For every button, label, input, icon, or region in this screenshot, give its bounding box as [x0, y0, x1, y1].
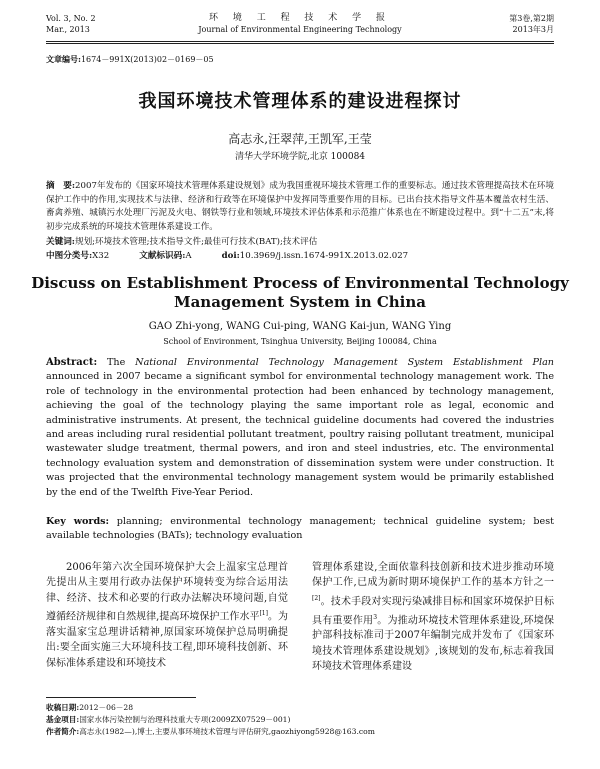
header-rule-bottom [46, 43, 554, 44]
abstract-en [46, 356, 554, 500]
keywords-cn [46, 236, 554, 250]
doi-label: doi: [221, 251, 240, 261]
fund-label: 基金项目: [46, 715, 80, 724]
authors-cn: 高志永,汪翠萍,王凯军,王莹 [228, 132, 372, 146]
article-number [46, 54, 214, 65]
footnote-rule [46, 697, 196, 698]
abstract-en-plan-title: National Environmental Technology Management System Establishment Plan [135, 357, 554, 368]
volume-line: Vol. 3, No. 2 [46, 14, 96, 23]
author-bio-value: 高志永(1982—),博士,主要从事环境技术管理与评估研究,gaozhiyong5928@163.com [79, 727, 375, 736]
doi-value: 10.3969/j.issn.1674-991X.2013.02.027 [239, 251, 409, 261]
keywords-en-label: Key words: [46, 516, 110, 527]
citation-2: [2] [312, 594, 321, 602]
body-right-text: 管理体系建设,全面依靠科技创新和技术进步推动环境保护工作,已成为新时期环境保护工作的基本方针之一 [312, 562, 554, 589]
doc-code [139, 250, 191, 264]
header-right [509, 13, 554, 35]
running-header [46, 13, 554, 39]
article-number-value: 1674－991X(2013)02－0169－05 [80, 55, 214, 64]
footnotes [46, 702, 554, 738]
header-center [46, 13, 554, 35]
body-right-text-3: 。为推动环境技术管理体系建设,环境保护部科技标准司于2007年编制完成并发布了《国家环境技术管理体系建设规划》,该规划的发布,标志着我国环境技术管理体系建设 [312, 614, 554, 673]
abstract-en-text: announced in 2007 became a significant symbol for environmental technology management work. The role of technology in the environmental protection had been enhanced by technology management, achieving the goal of the technology playing the same important role as legal, economic and administrative instruments. At present, the technical guideline documents had covered the industries and areas including rural residential pollutant treatment, poultry raising pollutant treatment, municipal wastewater sludge treatment, thermal powers, and iron and steel industries, etc. The environmental technology evaluation system and demonstration of dissemination system were under construction. It was projected that the environmental technology management system would be primarily established by the end of the Twelfth Five-Year Period. [46, 371, 554, 498]
body-left-text-2: 。为落实温家宝总理讲话精神,原国家环境保护总局明确提出:要全面实施三大环境科技工程,即环境科技创新、环保标准体系建设和环境技术 [46, 611, 288, 669]
received-value: 2012－06－28 [79, 703, 134, 712]
abstract-cn [46, 180, 554, 234]
date-line: Mar., 2013 [46, 25, 90, 34]
header-rule-top [46, 41, 554, 42]
date-cn: 2013年3月 [512, 25, 554, 34]
body-column-right [312, 560, 554, 675]
received-label: 收稿日期: [46, 703, 80, 712]
abstract-en-label: Abstract: [46, 357, 98, 368]
body-column-left [46, 560, 288, 671]
body-left-text: 2006年第六次全国环境保护大会上温家宝总理首先提出从主要用行政办法保护环境转变为综合运用法律、经济、技术和必要的行政办法解决环境问题,自觉遵循经济规律和自然规律,提高环境保护工作水平 [46, 562, 288, 623]
citation-1: [1] [259, 610, 268, 618]
keywords-cn-label: 关键词: [46, 237, 75, 247]
doi [222, 250, 409, 264]
title-cn: 我国环境技术管理体系的建设进程探讨 [138, 91, 462, 112]
author-bio [46, 726, 554, 738]
journal-name-cn: 环 境 工 程 技 术 学 报 [208, 13, 392, 23]
abstract-cn-label: 摘 要: [46, 181, 76, 191]
fund-value: 国家水体污染控制与治理科技重大专项(2009ZX07529－001) [79, 715, 291, 724]
affiliation-en: School of Environment, Tsinghua University, Beijing 100084, China [163, 337, 437, 346]
doc-code-label: 文献标识码: [139, 251, 186, 261]
keywords-en [46, 515, 554, 544]
clc-value: X32 [92, 251, 110, 261]
abstract-en-lead: The [107, 357, 126, 368]
abstract-cn-text: 2007年发布的《国家环境技术管理体系建设规划》成为我国重视环境技术管理工作的重要标志。通过技术管理提高技术在环境保护工作中的作用,实现技术与法律、经济和行政等在环境保护中发挥同等重要作用的目标。已出台技术指导文件基本覆盖农村生活、畜禽养殖、城镇污水处理厂污泥及火电、钢铁等行业和领域,环境技术评估体系和示范推广体系也在不断建设过程中。到“十二五”末,将初步完成系统的环境技术管理体系建设工作。 [46, 181, 554, 232]
body-right-text-2: 。技术手段对实现污染减排目标和国家环境保护目标具有重要作用 [312, 596, 554, 626]
article-number-label: 文章编号: [46, 54, 81, 64]
doc-code-value: A [185, 251, 192, 261]
citation-3: 3 [373, 613, 378, 621]
title-en: Discuss on Establishment Process of Environmental Technology Management System in China [31, 274, 569, 311]
classification-cn [46, 250, 554, 264]
affiliation-cn: 清华大学环境学院,北京 100084 [234, 152, 366, 162]
author-bio-label: 作者简介: [46, 727, 80, 736]
keywords-cn-text: 规划;环境技术管理;技术指导文件;最佳可行技术(BAT);技术评估 [74, 237, 318, 247]
clc [46, 250, 109, 264]
authors-en: GAO Zhi-yong, WANG Cui-ping, WANG Kai-jun, WANG Ying [148, 321, 452, 332]
keywords-en-text: planning; environmental technology management; technical guideline system; best available technologies (BATs); technology evaluation [46, 516, 554, 542]
received-date [46, 702, 554, 714]
clc-label: 中图分类号: [46, 251, 93, 261]
fund [46, 714, 554, 726]
journal-name-en: Journal of Environmental Engineering Technology [198, 25, 402, 34]
issue-cn: 第3卷,第2期 [509, 14, 554, 23]
